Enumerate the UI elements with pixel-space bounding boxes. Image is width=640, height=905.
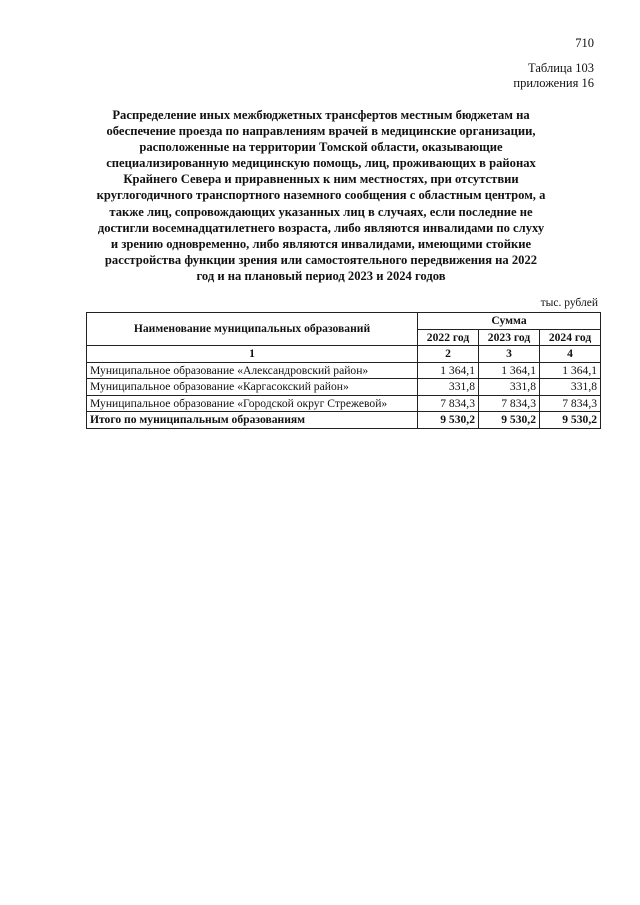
page-number: 710 (575, 36, 594, 50)
total-2024: 9 530,2 (540, 412, 601, 429)
table-ref-line-2: приложения 16 (513, 76, 594, 90)
value-2023: 7 834,3 (479, 395, 540, 412)
municipality-name: Муниципальное образование «Городской округ Стрежевой» (87, 395, 418, 412)
col-number: 1 (87, 346, 418, 363)
municipality-name: Муниципальное образование «Александровский район» (87, 362, 418, 379)
header-year-2023: 2023 год (479, 329, 540, 346)
header-name-cell: Наименование муниципальных образований (87, 313, 418, 346)
table-reference (513, 61, 594, 91)
header-year-2024: 2024 год (540, 329, 601, 346)
total-row (87, 412, 601, 429)
header-sum-cell: Сумма (418, 313, 601, 330)
value-2024: 7 834,3 (540, 395, 601, 412)
header-row (87, 313, 601, 330)
municipality-name: Муниципальное образование «Каргасокский район» (87, 379, 418, 396)
allocation-table (86, 312, 601, 429)
total-label: Итого по муниципальным образованиям (87, 412, 418, 429)
col-number: 4 (540, 346, 601, 363)
value-2023: 1 364,1 (479, 362, 540, 379)
col-number: 2 (418, 346, 479, 363)
document-title: Распределение иных межбюджетных трансфертов местным бюджетам на обеспечение проезда по направлениям врачей в медицинские организации, расположенные на территории Томской области, оказывающие специализированную медицинскую помощь, лиц, проживающих в районах Крайнего Севера и приравненных к ним местностях, при отсутствии круглогодичного транспортного наземного сообщения с областным центром, а также лиц, сопровождающих указанных лиц в случаях, если последние не достигли восемнадцатилетнего возраста, либо являются инвалидами по слуху и зрению одновременно, либо являются инвалидами, имеющими стойкие расстройства функции зрения или самостоятельного передвижения на 2022 год и на плановый период 2023 и 2024 годов (96, 108, 546, 283)
header-year-2022: 2022 год (418, 329, 479, 346)
value-2022: 1 364,1 (418, 362, 479, 379)
table-row (87, 395, 601, 412)
total-2022: 9 530,2 (418, 412, 479, 429)
value-2022: 7 834,3 (418, 395, 479, 412)
value-2022: 331,8 (418, 379, 479, 396)
col-number: 3 (479, 346, 540, 363)
column-number-row (87, 346, 601, 363)
total-2023: 9 530,2 (479, 412, 540, 429)
value-2024: 331,8 (540, 379, 601, 396)
units-label: тыс. рублей (540, 297, 598, 309)
value-2024: 1 364,1 (540, 362, 601, 379)
value-2023: 331,8 (479, 379, 540, 396)
table-row (87, 379, 601, 396)
table-ref-line-1: Таблица 103 (528, 61, 594, 75)
table-row (87, 362, 601, 379)
